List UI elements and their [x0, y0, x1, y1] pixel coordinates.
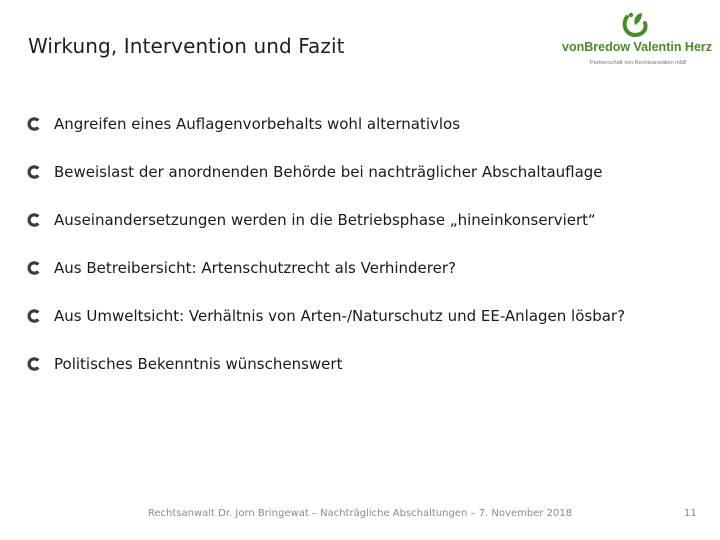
bullet-text: Beweislast der anordnenden Behörde bei nachträglicher Abschaltauflage	[54, 163, 603, 181]
bullet-item	[26, 114, 696, 162]
bullet-text: Politisches Bekenntnis wünschenswert	[54, 355, 343, 373]
bullet-text: Angreifen eines Auflagenvorbehalts wohl alternativlos	[54, 115, 461, 133]
bullet-list	[26, 114, 696, 402]
bullet-text: Aus Betreibersicht: Artenschutzrecht als Verhinderer?	[54, 259, 456, 277]
logo-wordmark: vonBredow Valentin Herz	[562, 40, 713, 54]
bullet-text: Auseinandersetzungen werden in die Betriebsphase „hineinkonserviert“	[54, 211, 596, 229]
open-circle-bullet-icon	[26, 164, 42, 180]
page-number: 11	[684, 508, 697, 519]
slide-footer: Rechtsanwalt Dr. Jorn Bringewat – Nachträgliche Abschaltungen – 7. November 2018	[147, 508, 573, 519]
logo-tagline: Partnerschaft von Rechtsanwälten mbB	[590, 60, 687, 66]
swirl-leaf-icon	[618, 10, 650, 40]
company-logo	[562, 10, 713, 72]
slide-title: Wirkung, Intervention und Fazit	[28, 34, 345, 58]
open-circle-bullet-icon	[26, 260, 42, 276]
bullet-item	[26, 210, 696, 258]
open-circle-bullet-icon	[26, 308, 42, 324]
bullet-item	[26, 258, 696, 306]
open-circle-bullet-icon	[26, 116, 42, 132]
open-circle-bullet-icon	[26, 212, 42, 228]
bullet-item	[26, 162, 696, 210]
open-circle-bullet-icon	[26, 356, 42, 372]
bullet-item	[26, 354, 696, 402]
bullet-text: Aus Umweltsicht: Verhältnis von Arten-/Naturschutz und EE-Anlagen lösbar?	[54, 307, 626, 325]
bullet-item	[26, 306, 696, 354]
